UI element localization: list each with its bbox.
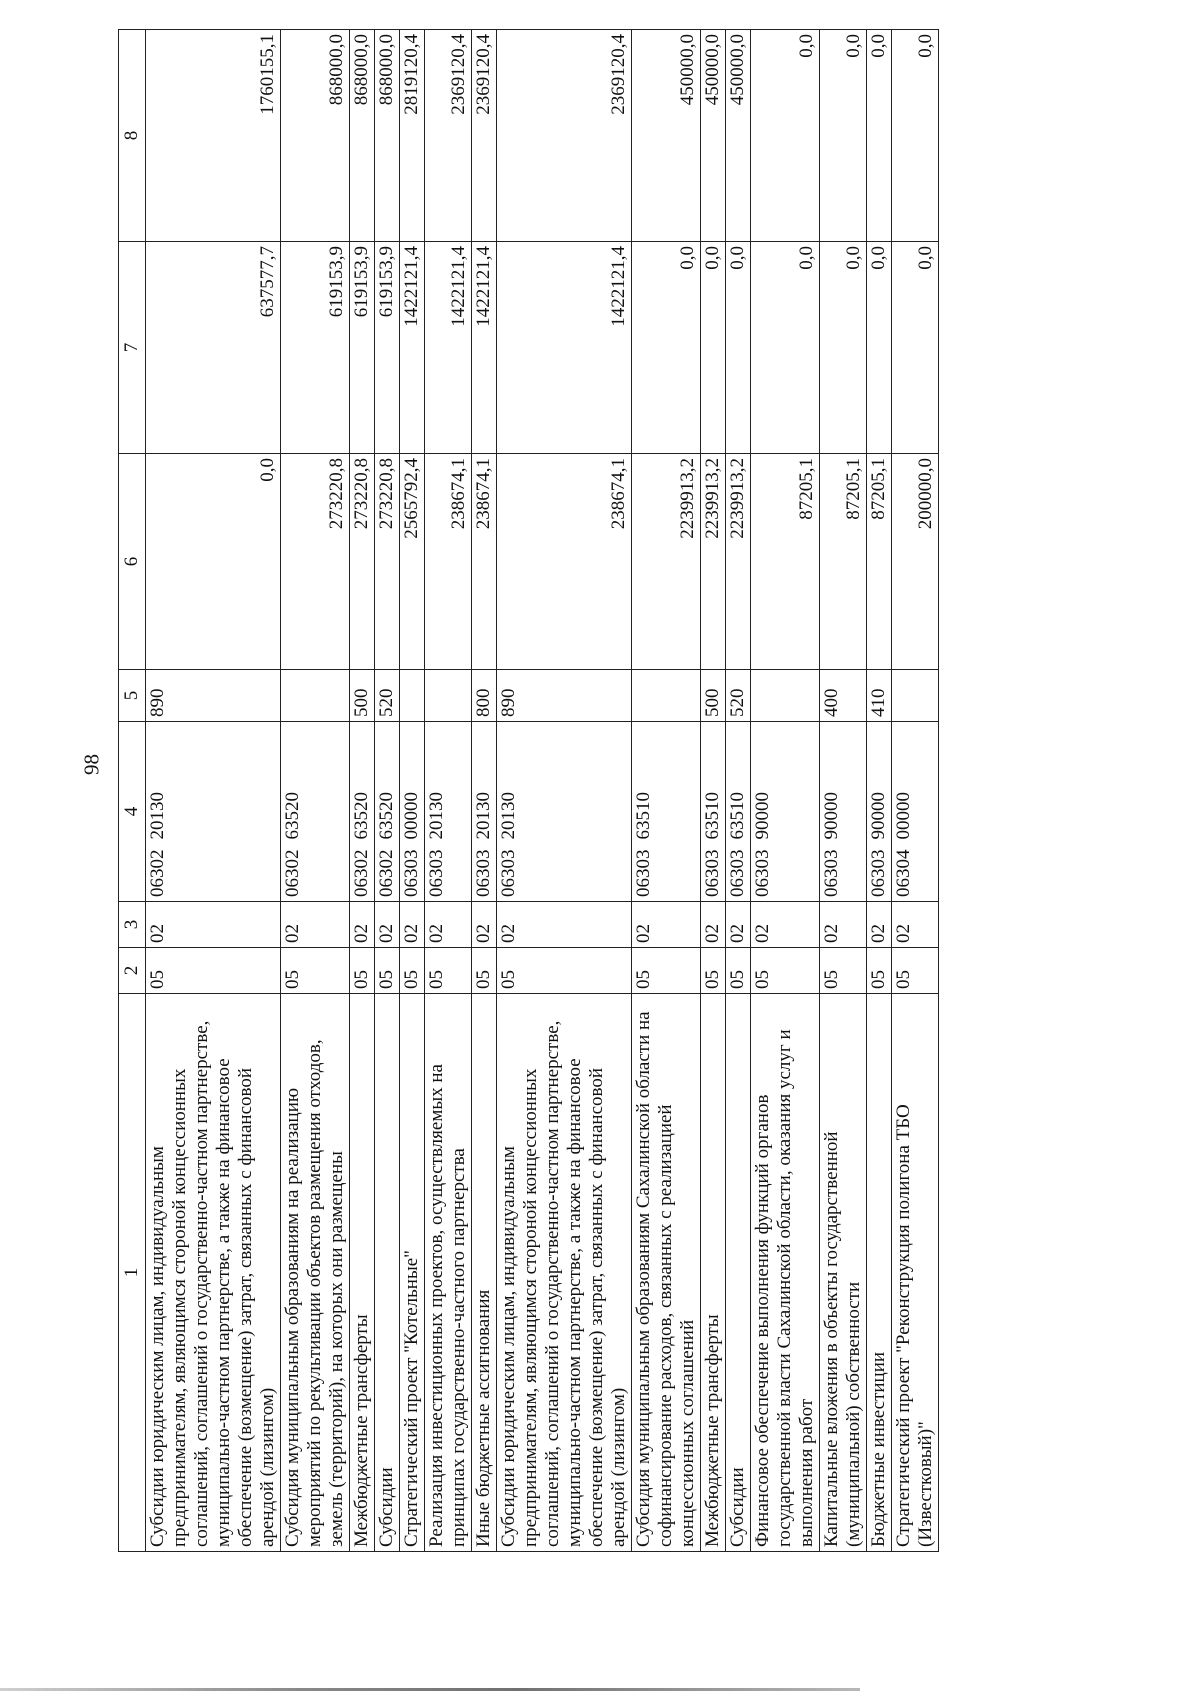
table-row — [751, 30, 820, 1552]
amount-col-8: 0,0 — [820, 30, 867, 242]
table-row — [472, 30, 497, 1552]
amount-col-6: 2239913,2 — [701, 454, 726, 670]
subsection-code: 02 — [701, 902, 726, 948]
subsection-code: 02 — [472, 902, 497, 948]
target-article-program: 06302 — [376, 849, 397, 897]
col-header-3: 3 — [119, 902, 146, 948]
amount-col-7: 1422121,4 — [497, 242, 632, 454]
target-article-direction: 63520 — [376, 792, 397, 840]
target-article-code — [350, 722, 375, 902]
amount-col-6: 2565792,4 — [400, 454, 425, 670]
table-row — [497, 30, 632, 1552]
amount-col-6: 2239913,2 — [632, 454, 701, 670]
target-article-program: 06303 — [702, 849, 723, 897]
amount-col-6: 87205,1 — [751, 454, 820, 670]
target-article-direction: 63510 — [727, 792, 748, 840]
row-description: Межбюджетные трансферты — [350, 994, 375, 1552]
target-article-code — [820, 722, 867, 902]
col-header-5: 5 — [119, 670, 146, 722]
amount-col-7: 619153,9 — [350, 242, 375, 454]
amount-col-6: 2239913,2 — [726, 454, 751, 670]
target-article-program: 06303 — [752, 849, 773, 897]
target-article-direction: 20130 — [498, 792, 519, 840]
amount-col-8: 2369120,4 — [425, 30, 472, 242]
amount-col-8: 0,0 — [751, 30, 820, 242]
target-article-program: 06304 — [893, 849, 914, 897]
row-description: Субсидии юридическим лицам, индивидуальным предпринимателям, являющимся стороной концессионных соглашений, соглашений о государственно-частном партнерстве, муниципально-частном партнерстве, а также на финансовое обеспечение (возмещение) затрат, связанных с финансовой арендой (лизингом) — [497, 994, 632, 1552]
target-article-program: 06303 — [498, 849, 519, 897]
section-code: 05 — [425, 948, 472, 994]
section-code: 05 — [375, 948, 400, 994]
subsection-code: 02 — [375, 902, 400, 948]
amount-col-8: 450000,0 — [726, 30, 751, 242]
expense-type-code: 520 — [375, 670, 400, 722]
amount-col-7: 619153,9 — [281, 242, 350, 454]
amount-col-8: 868000,0 — [281, 30, 350, 242]
target-article-code — [751, 722, 820, 902]
header-row — [119, 30, 146, 1552]
amount-col-8: 1760155,1 — [146, 30, 281, 242]
expense-type-code — [281, 670, 350, 722]
target-article-code — [146, 722, 281, 902]
table-row — [425, 30, 472, 1552]
section-code: 05 — [820, 948, 867, 994]
row-description: Субсидия муниципальным образованиям на реализацию мероприятий по рекультивации объектов размещения отходов, земель (территорий), на которых они размещены — [281, 994, 350, 1552]
amount-col-6: 238674,1 — [425, 454, 472, 670]
budget-table — [118, 29, 939, 1552]
section-code: 05 — [350, 948, 375, 994]
page-number: 98 — [79, 754, 104, 775]
expense-type-code — [892, 670, 939, 722]
row-description: Межбюджетные трансферты — [701, 994, 726, 1552]
expense-type-code: 500 — [701, 670, 726, 722]
table-row — [350, 30, 375, 1552]
subsection-code: 02 — [350, 902, 375, 948]
subsection-code: 02 — [497, 902, 632, 948]
col-header-4: 4 — [119, 722, 146, 902]
amount-col-8: 2369120,4 — [472, 30, 497, 242]
target-article-code — [632, 722, 701, 902]
amount-col-8: 0,0 — [892, 30, 939, 242]
target-article-direction: 90000 — [752, 792, 773, 840]
section-code: 05 — [146, 948, 281, 994]
section-code: 05 — [632, 948, 701, 994]
table-row — [867, 30, 892, 1552]
row-description: Субсидии юридическим лицам, индивидуальным предпринимателям, являющимся стороной концессионных соглашений, соглашений о государственно-частном партнерстве, муниципально-частном партнерстве, а также на финансовое обеспечение (возмещение) затрат, связанных с финансовой арендой (лизингом) — [146, 994, 281, 1552]
col-header-7: 7 — [119, 242, 146, 454]
row-description: Стратегический проект "Котельные" — [400, 994, 425, 1552]
target-article-program: 06302 — [282, 849, 303, 897]
col-header-1: 1 — [119, 994, 146, 1552]
amount-col-7: 1422121,4 — [472, 242, 497, 454]
amount-col-6: 87205,1 — [867, 454, 892, 670]
table-row — [281, 30, 350, 1552]
table-row — [701, 30, 726, 1552]
target-article-code — [701, 722, 726, 902]
target-article-direction: 20130 — [147, 792, 168, 840]
amount-col-6: 0,0 — [146, 454, 281, 670]
target-article-program: 06303 — [821, 849, 842, 897]
table-row — [400, 30, 425, 1552]
amount-col-8: 868000,0 — [350, 30, 375, 242]
section-code: 05 — [281, 948, 350, 994]
amount-col-6: 273220,8 — [375, 454, 400, 670]
budget-table-container — [118, 30, 936, 1552]
amount-col-8: 2819120,4 — [400, 30, 425, 242]
section-code: 05 — [726, 948, 751, 994]
col-header-6: 6 — [119, 454, 146, 670]
row-description: Реализация инвестиционных проектов, осуществляемых на принципах государственно-частного партнерства — [425, 994, 472, 1552]
col-header-8: 8 — [119, 30, 146, 242]
amount-col-7: 619153,9 — [375, 242, 400, 454]
amount-col-8: 450000,0 — [632, 30, 701, 242]
section-code: 05 — [497, 948, 632, 994]
target-article-program: 06303 — [401, 849, 422, 897]
target-article-program: 06303 — [868, 849, 889, 897]
expense-type-code: 410 — [867, 670, 892, 722]
target-article-code — [375, 722, 400, 902]
subsection-code: 02 — [281, 902, 350, 948]
target-article-code — [726, 722, 751, 902]
target-article-direction: 63510 — [633, 792, 654, 840]
subsection-code: 02 — [820, 902, 867, 948]
amount-col-6: 87205,1 — [820, 454, 867, 670]
row-description: Финансовое обеспечение выполнения функций органов государственной власти Сахалинской области, оказания услуг и выполнения работ — [751, 994, 820, 1552]
table-row — [632, 30, 701, 1552]
section-code: 05 — [472, 948, 497, 994]
amount-col-7: 0,0 — [632, 242, 701, 454]
target-article-program: 06303 — [633, 849, 654, 897]
subsection-code: 02 — [867, 902, 892, 948]
target-article-direction: 00000 — [893, 792, 914, 840]
target-article-code — [867, 722, 892, 902]
scan-artifact-line — [0, 1688, 860, 1691]
amount-col-6: 273220,8 — [281, 454, 350, 670]
target-article-program: 06302 — [351, 849, 372, 897]
expense-type-code: 800 — [472, 670, 497, 722]
amount-col-8: 868000,0 — [375, 30, 400, 242]
table-row — [726, 30, 751, 1552]
amount-col-6: 273220,8 — [350, 454, 375, 670]
subsection-code: 02 — [751, 902, 820, 948]
expense-type-code — [400, 670, 425, 722]
target-article-code — [400, 722, 425, 902]
target-article-program: 06303 — [727, 849, 748, 897]
subsection-code: 02 — [632, 902, 701, 948]
expense-type-code — [632, 670, 701, 722]
amount-col-7: 0,0 — [820, 242, 867, 454]
target-article-direction: 90000 — [821, 792, 842, 840]
section-code: 05 — [400, 948, 425, 994]
amount-col-7: 0,0 — [892, 242, 939, 454]
amount-col-6: 238674,1 — [497, 454, 632, 670]
amount-col-8: 0,0 — [867, 30, 892, 242]
amount-col-7: 0,0 — [701, 242, 726, 454]
target-article-direction: 63520 — [282, 792, 303, 840]
amount-col-8: 450000,0 — [701, 30, 726, 242]
amount-col-7: 1422121,4 — [425, 242, 472, 454]
subsection-code: 02 — [726, 902, 751, 948]
amount-col-7: 637577,7 — [146, 242, 281, 454]
target-article-program: 06303 — [473, 849, 494, 897]
target-article-direction: 00000 — [401, 792, 422, 840]
expense-type-code — [425, 670, 472, 722]
amount-col-6: 200000,0 — [892, 454, 939, 670]
target-article-program: 06302 — [147, 849, 168, 897]
target-article-direction: 63520 — [351, 792, 372, 840]
target-article-code — [892, 722, 939, 902]
target-article-code — [472, 722, 497, 902]
table-row — [892, 30, 939, 1552]
target-article-code — [497, 722, 632, 902]
table-row — [375, 30, 400, 1552]
subsection-code: 02 — [146, 902, 281, 948]
amount-col-7: 0,0 — [726, 242, 751, 454]
expense-type-code: 400 — [820, 670, 867, 722]
target-article-direction: 90000 — [868, 792, 889, 840]
amount-col-7: 0,0 — [751, 242, 820, 454]
expense-type-code: 890 — [146, 670, 281, 722]
row-description: Субсидия муниципальным образованиям Сахалинской области на софинансирование расходов, связанных с реализацией концессионных соглашений — [632, 994, 701, 1552]
amount-col-7: 0,0 — [867, 242, 892, 454]
target-article-direction: 63510 — [702, 792, 723, 840]
target-article-program: 06303 — [426, 849, 447, 897]
row-description: Субсидии — [726, 994, 751, 1552]
section-code: 05 — [751, 948, 820, 994]
expense-type-code — [751, 670, 820, 722]
section-code: 05 — [701, 948, 726, 994]
target-article-direction: 20130 — [473, 792, 494, 840]
target-article-direction: 20130 — [426, 792, 447, 840]
amount-col-8: 2369120,4 — [497, 30, 632, 242]
expense-type-code: 520 — [726, 670, 751, 722]
subsection-code: 02 — [400, 902, 425, 948]
table-row — [146, 30, 281, 1552]
expense-type-code: 890 — [497, 670, 632, 722]
col-header-2: 2 — [119, 948, 146, 994]
target-article-code — [425, 722, 472, 902]
row-description: Стратегический проект "Реконструкция полигона ТБО (Известковый)" — [892, 994, 939, 1552]
subsection-code: 02 — [892, 902, 939, 948]
subsection-code: 02 — [425, 902, 472, 948]
section-code: 05 — [892, 948, 939, 994]
amount-col-7: 1422121,4 — [400, 242, 425, 454]
section-code: 05 — [867, 948, 892, 994]
table-body — [146, 30, 939, 1552]
expense-type-code: 500 — [350, 670, 375, 722]
row-description: Капитальные вложения в объекты государственной (муниципальной) собственности — [820, 994, 867, 1552]
table-row — [820, 30, 867, 1552]
row-description: Иные бюджетные ассигнования — [472, 994, 497, 1552]
row-description: Субсидии — [375, 994, 400, 1552]
amount-col-6: 238674,1 — [472, 454, 497, 670]
target-article-code — [281, 722, 350, 902]
row-description: Бюджетные инвестиции — [867, 994, 892, 1552]
